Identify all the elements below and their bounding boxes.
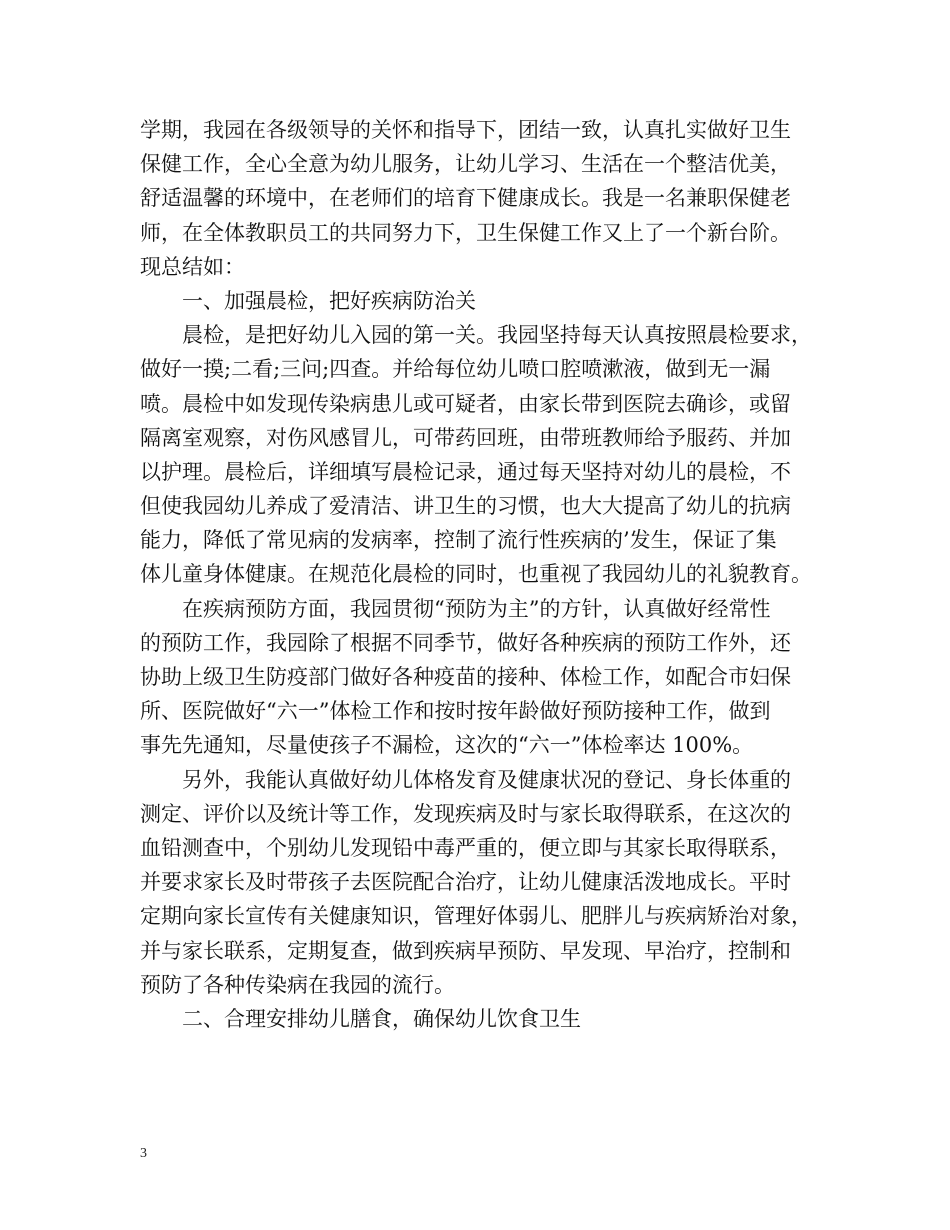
text-line: 的预防工作，我园除了根据不同季节，做好各种疾病的预防工作外，还 (140, 630, 791, 655)
section-heading: 二、合理安排幼儿膳食，确保幼儿饮食卫生 (182, 1006, 581, 1031)
text-line: 以护理。晨检后，详细填写晨检记录，通过每天坚持对幼儿的晨检，不 (140, 459, 791, 484)
text-line: 喷。晨检中如发现传染病患儿或可疑者，由家长带到医院去确诊，或留 (140, 391, 791, 416)
text-line: 舒适温馨的环境中，在老师们的培育下健康成长。我是一名兼职保健老 (140, 186, 791, 211)
text-line: 体儿童身体健康。在规范化晨检的同时，也重视了我园幼儿的礼貌教育。 (140, 562, 812, 587)
text-line: 但使我园幼儿养成了爱清洁、讲卫生的习惯，也大大提高了幼儿的抗病 (140, 494, 791, 519)
text-line: 并与家长联系，定期复查，做到疾病早预防、早发现、早治疗，控制和 (140, 938, 791, 963)
text-line: 预防了各种传染病在我园的流行。 (140, 972, 455, 997)
text-line: 晨检，是把好幼儿入园的第一关。我园坚持每天认真按照晨检要求， (182, 323, 812, 348)
text-line: 所、医院做好“六一”体检工作和按时按年龄做好预防接种工作，做到 (140, 699, 771, 724)
page-number: 3 (140, 1146, 147, 1161)
text-line: 能力，降低了常见病的发病率，控制了流行性疾病的’发生，保证了集 (140, 528, 777, 553)
text-line: 现总结如： (140, 254, 245, 279)
document-body (140, 113, 826, 1036)
text-line: 协助上级卫生防疫部门做好各种疫苗的接种、体检工作，如配合市妇保 (140, 665, 791, 689)
text-line: 测定、评价以及统计等工作，发现疾病及时与家长取得联系，在这次的 (140, 801, 791, 826)
text-line: 并要求家长及时带孩子去医院配合治疗，让幼儿健康活泼地成长。平时 (140, 870, 791, 895)
text-line: 隔离室观察，对伤风感冒儿，可带药回班，由带班教师给予服药、并加 (140, 425, 791, 450)
text-line: 做好一摸;二看;三问;四查。并给每位幼儿喷口腔喷漱液，做到无一漏 (140, 357, 771, 382)
text-line: 师，在全体教职员工的共同努力下，卫生保健工作又上了一个新台阶。 (140, 220, 791, 245)
text-line: 事先先通知，尽量使孩子不漏检，这次的“六一”体检率达 100%。 (140, 733, 754, 758)
text-line: 血铅测查中，个别幼儿发现铅中毒严重的，便立即与其家长取得联系， (140, 835, 791, 860)
text-line: 学期，我园在各级领导的关怀和指导下，团结一致，认真扎实做好卫生 (140, 118, 791, 142)
text-line: 在疾病预防方面，我园贯彻“预防为主”的方针，认真做好经常性 (182, 596, 771, 621)
text-line: 定期向家长宣传有关健康知识，管理好体弱儿、肥胖儿与疾病矫治对象， (140, 904, 812, 929)
text-line: 保健工作，全心全意为幼儿服务，让幼儿学习、生活在一个整洁优美， (140, 152, 791, 177)
section-heading: 一、加强晨检，把好疾病防治关 (182, 288, 476, 313)
text-line: 另外，我能认真做好幼儿体格发育及健康状况的登记、身长体重的 (182, 767, 791, 792)
